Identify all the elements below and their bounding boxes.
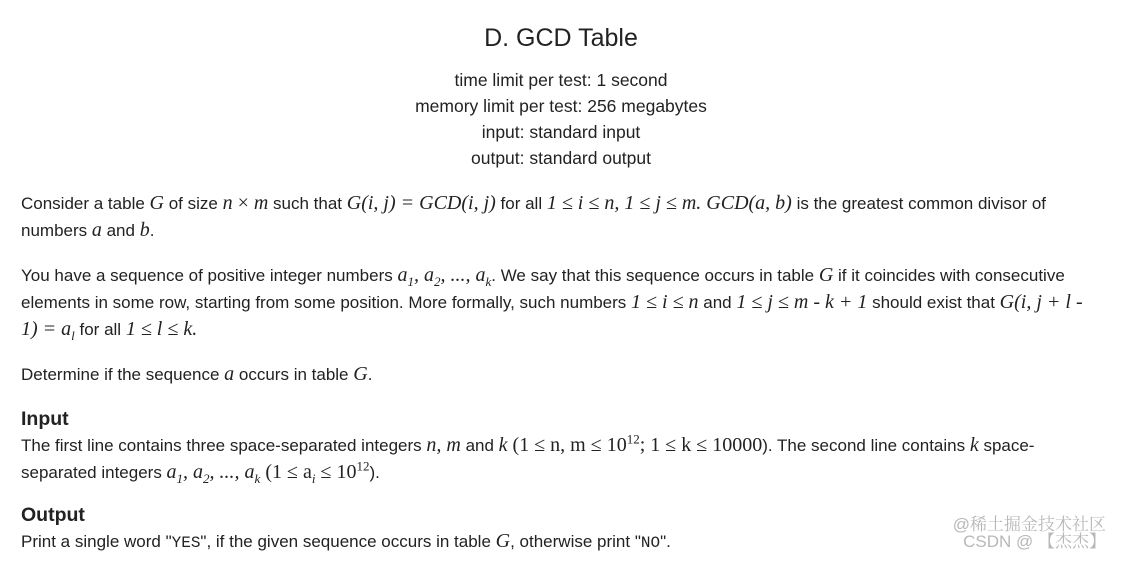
watermark-line-2: CSDN @ 【杰杰】 <box>963 532 1106 551</box>
problem-statement <box>21 190 1092 572</box>
input-file: input: standard input <box>481 122 641 142</box>
math-sequence: $a_1$, $a_2$, ..., $a_k$ <box>397 264 492 289</box>
statement-paragraph-1 <box>21 190 1092 244</box>
text: You have a sequence of positive integer numbers <box>21 266 398 285</box>
math-n: n <box>222 192 233 214</box>
text: for all <box>495 194 547 213</box>
text: ". <box>660 532 671 551</box>
math-G: G <box>495 530 511 552</box>
statement-paragraph-2 <box>21 262 1092 343</box>
math-range: 1 ≤ i ≤ n, 1 ≤ j ≤ m. GCD(a, b) <box>546 192 792 214</box>
text: , otherwise print " <box>510 532 641 551</box>
math-a: a <box>91 219 102 241</box>
text: Determine if the sequence <box>21 365 225 384</box>
code-yes: YES <box>171 534 201 552</box>
text: Consider a table <box>21 194 150 213</box>
text: and <box>101 221 140 240</box>
text: . <box>367 365 373 384</box>
output-file: output: standard output <box>471 148 651 168</box>
math-m: m <box>253 192 269 214</box>
text: ). <box>369 463 380 482</box>
math-condition: G(i, $j + l - 1) = a_l$ <box>21 291 1083 343</box>
statement-paragraph-3 <box>21 361 1092 388</box>
watermark-line-1: @稀土掘金技术社区 <box>952 515 1106 534</box>
math-G: G <box>818 264 834 286</box>
text: occurs in table <box>234 365 354 384</box>
text: Print a single word " <box>21 532 172 551</box>
problem-header <box>0 24 1122 171</box>
input-section-title: Input <box>21 408 69 430</box>
math-nm: n, m <box>426 434 461 456</box>
text: ", if the given sequence occurs in table <box>200 532 496 551</box>
math-k: k <box>969 434 979 456</box>
text: for all <box>74 320 126 339</box>
text: and <box>460 436 499 455</box>
text: and <box>698 293 737 312</box>
math-gcd-formula: G(i, j) = GCD(i, j) <box>346 192 496 214</box>
text: if it coincides with consecutive elements in some row, starting from some position. More formally, such numbers <box>21 266 1065 312</box>
output-section-body <box>21 528 1092 556</box>
text: The first line contains three space-separated integers <box>21 436 427 455</box>
memory-limit: memory limit per test: 256 megabytes <box>415 96 707 116</box>
text: of size <box>163 194 223 213</box>
time-limit: time limit per test: 1 second <box>454 70 668 90</box>
text: . <box>149 221 155 240</box>
problem-title: D. GCD Table <box>484 24 638 52</box>
math-range-l: 1 ≤ l ≤ k. <box>125 318 198 340</box>
text: is the greatest common divisor of numbers <box>21 194 1047 240</box>
text: such that <box>268 194 347 213</box>
math-constraints: (1 ≤ n, $m \le 10^{12}$; 1 ≤ k ≤ 10000 <box>507 431 763 456</box>
math-G: G <box>353 363 368 385</box>
math-ai-constraint: ($1 \le a_i \le 10^{12}$ <box>260 458 370 486</box>
math-range-i: 1 ≤ i ≤ n <box>631 291 699 313</box>
text: space-separated integers <box>21 436 1035 482</box>
math-sequence: $a_1$, $a_2$, ..., $a_k$ <box>166 461 261 486</box>
code-no: NO <box>640 534 661 552</box>
math-k: k <box>498 434 508 456</box>
math-range-j: 1 ≤ j ≤ m - k + 1 <box>736 291 868 313</box>
watermark <box>953 516 1106 550</box>
math-G: G <box>149 192 164 214</box>
math-a: a <box>224 363 235 385</box>
math-times: × <box>232 192 254 214</box>
output-section-title: Output <box>21 504 85 526</box>
text: should exist that <box>867 293 1000 312</box>
text: . We say that this sequence occurs in table <box>491 266 819 285</box>
input-section-body <box>21 432 1092 486</box>
math-b: b <box>139 219 150 241</box>
text: ). The second line contains <box>762 436 970 455</box>
